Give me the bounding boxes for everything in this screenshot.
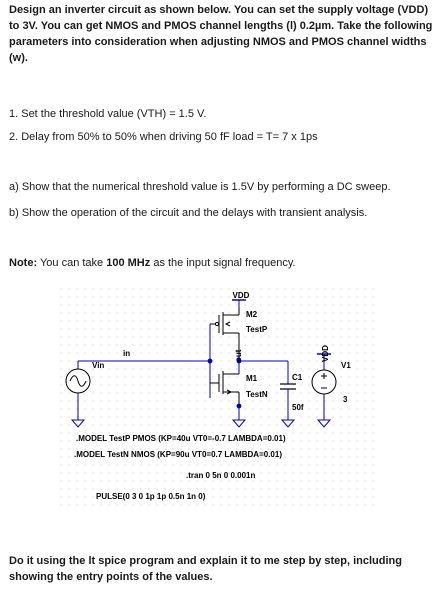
- note-line: [9, 255, 296, 271]
- pmos-name: M2: [246, 310, 258, 319]
- note-before: You can take: [37, 257, 107, 269]
- vin-name: Vin: [92, 361, 105, 370]
- task-dc-sweep: a) Show that the numerical threshold value is 1.5V by performing a DC sweep.: [9, 181, 391, 193]
- out-net-label: out: [234, 349, 243, 362]
- in-net-label: in: [123, 349, 131, 358]
- v1-value: 3: [343, 395, 348, 404]
- cap-value: 50f: [292, 403, 304, 412]
- v1-source: [312, 370, 336, 394]
- note-after: as the input signal frequency.: [150, 257, 296, 269]
- tran-directive: .tran 0 5n 0 0.001n: [186, 471, 256, 480]
- problem-intro: Design an inverter circuit as shown below. You can set the supply voltage (VDD) to 3V. You can get NMOS and PMOS channel lengths (l) 0.2µm. Take the following parameters into consideration when adjusting NMOS and PMOS channel widths (w).: [9, 4, 433, 64]
- requirement-threshold: 1. Set the threshold value (VTH) = 1.5 V.: [9, 108, 207, 120]
- task-transient: b) Show the operation of the circuit and the delays with transient analysis.: [9, 207, 368, 219]
- note-label: Note:: [9, 257, 38, 269]
- v1-name: V1: [341, 361, 351, 370]
- problem-outro: Do it using the lt spice program and explain it to me step by step, including showing the entry points of the values.: [9, 555, 402, 583]
- cap-name: C1: [292, 373, 303, 382]
- note-frequency: 100 MHz: [106, 257, 151, 269]
- nmos-model-directive: .MODEL TestN NMOS (KP=90u VT0=0.7 LAMBDA=0.01): [74, 450, 282, 459]
- pulse-directive: PULSE(0 3 0 1p 1p 0.5n 1n 0): [96, 492, 206, 501]
- input-junction: [208, 359, 213, 364]
- requirement-delay: 2. Delay from 50% to 50% when driving 50 fF load = T= 7 x 1ps: [9, 131, 318, 143]
- vin-source: [66, 369, 90, 393]
- nmos-model: TestN: [246, 390, 268, 399]
- inverter-schematic: [60, 288, 380, 508]
- pmos-model-directive: .MODEL TestP PMOS (KP=40u VT0=-0.7 LAMBDA=0.01): [76, 434, 286, 443]
- vdd-label-top: VDD: [232, 291, 250, 300]
- vdd-label-right: VDD: [321, 345, 330, 362]
- nmos-name: M1: [246, 374, 258, 383]
- pmos-model: TestP: [246, 325, 268, 334]
